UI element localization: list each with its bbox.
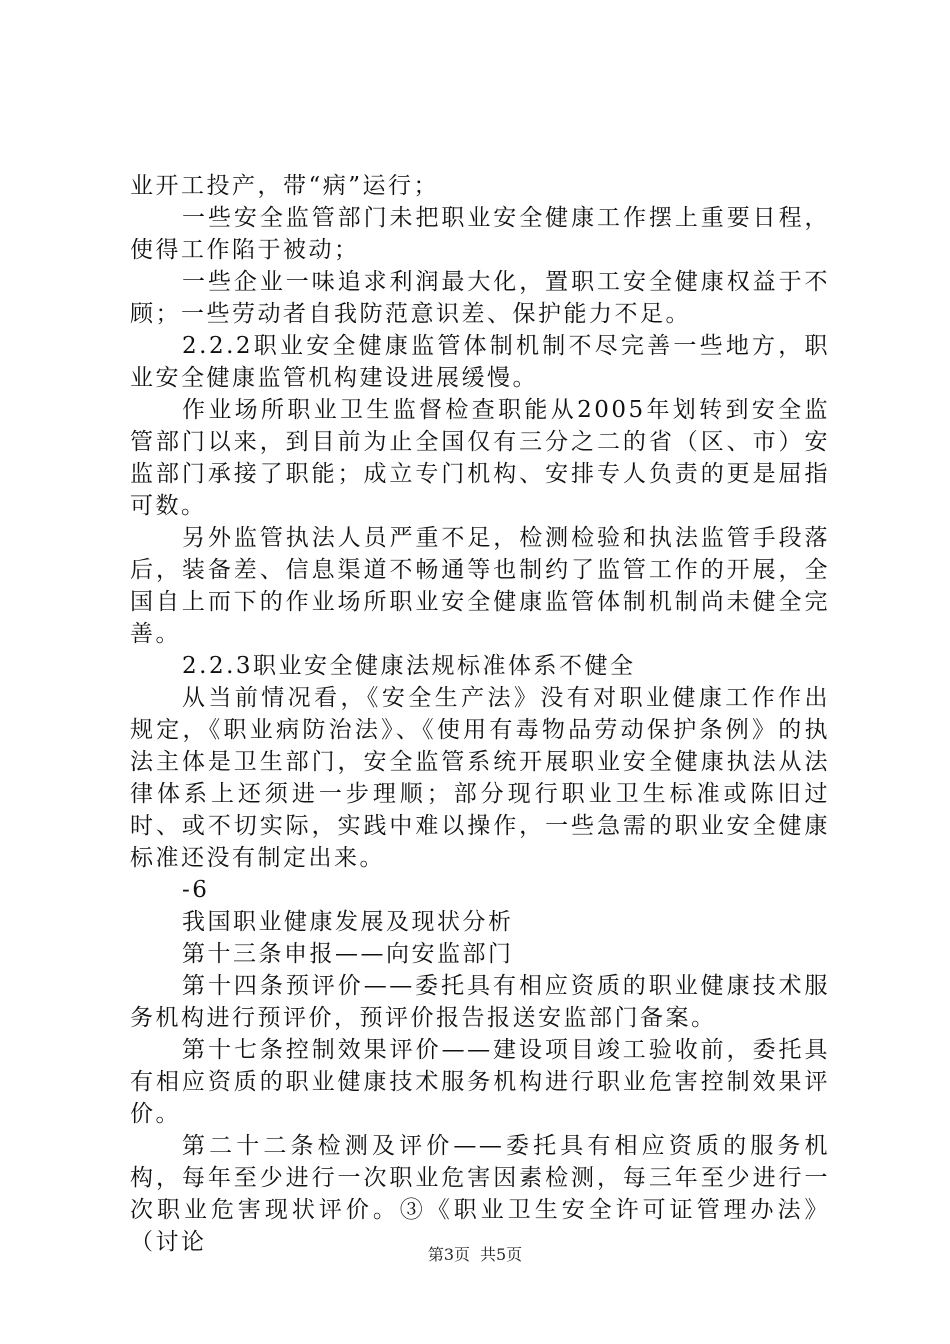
article-14: 第十四条预评价——委托具有相应资质的职业健康技术服务机构进行预评价，预评价报告报送安监部门备案。 <box>130 973 830 1031</box>
page-number-current: 第3页 <box>427 1245 470 1264</box>
paragraph-1: 业开工投产，带“病”运行； <box>130 173 440 199</box>
article-22: 第二十二条检测及评价——委托具有相应资质的服务机构，每年至少进行一次职业危害因素检测，每三年至少进行一次职业危害现状评价。③《职业卫生安全许可证管理办法》（讨论 <box>130 1133 830 1255</box>
paragraph-2: 一些安全监管部门未把职业安全健康工作摆上重要日程，使得工作陷于被动； <box>130 205 830 263</box>
document-title-line: 我国职业健康发展及现状分析 <box>182 909 514 935</box>
paragraph-3: 一些企业一味追求利润最大化，置职工安全健康权益于不顾；一些劳动者自我防范意识差、保护能力不足。 <box>130 269 830 327</box>
article-17: 第十七条控制效果评价——建设项目竣工验收前，委托具有相应资质的职业健康技术服务机构进行职业危害控制效果评价。 <box>130 1037 830 1127</box>
paragraph-6: 另外监管执法人员严重不足，检测检验和执法监管手段落后，装备差、信息渠道不畅通等也制约了监管工作的开展，全国自上而下的作业场所职业安全健康监管体制机制尚未健全完善。 <box>130 525 830 647</box>
page-number-total: 共5页 <box>480 1245 523 1264</box>
article-13: 第十三条申报——向安监部门 <box>182 941 514 967</box>
section-heading-2-2-2: 2.2.2职业安全健康监管体制机制不尽完善一些地方，职业安全健康监管机构建设进展缓慢。 <box>130 333 830 391</box>
paragraph-8: 从当前情况看，《安全生产法》没有对职业健康工作作出规定，《职业病防治法》、《使用有毒物品劳动保护条例》的执法主体是卫生部门，安全监管系统开展职业安全健康执法从法律体系上还须进一步理顺；部分现行职业卫生标准或陈旧过时、或不切实际，实践中难以操作，一些急需的职业安全健康标准还没有制定出来。 <box>130 685 830 871</box>
paragraph-5: 作业场所职业卫生监督检查职能从2005年划转到安全监管部门以来，到目前为止全国仅有三分之二的省（区、市）安监部门承接了职能；成立专门机构、安排专人负责的更是屈指可数。 <box>130 397 830 519</box>
page-footer <box>0 1245 950 1265</box>
page-marker: -6 <box>182 877 210 903</box>
section-heading-2-2-3: 2.2.3职业安全健康法规标准体系不健全 <box>182 653 636 679</box>
document-body <box>130 170 830 1258</box>
